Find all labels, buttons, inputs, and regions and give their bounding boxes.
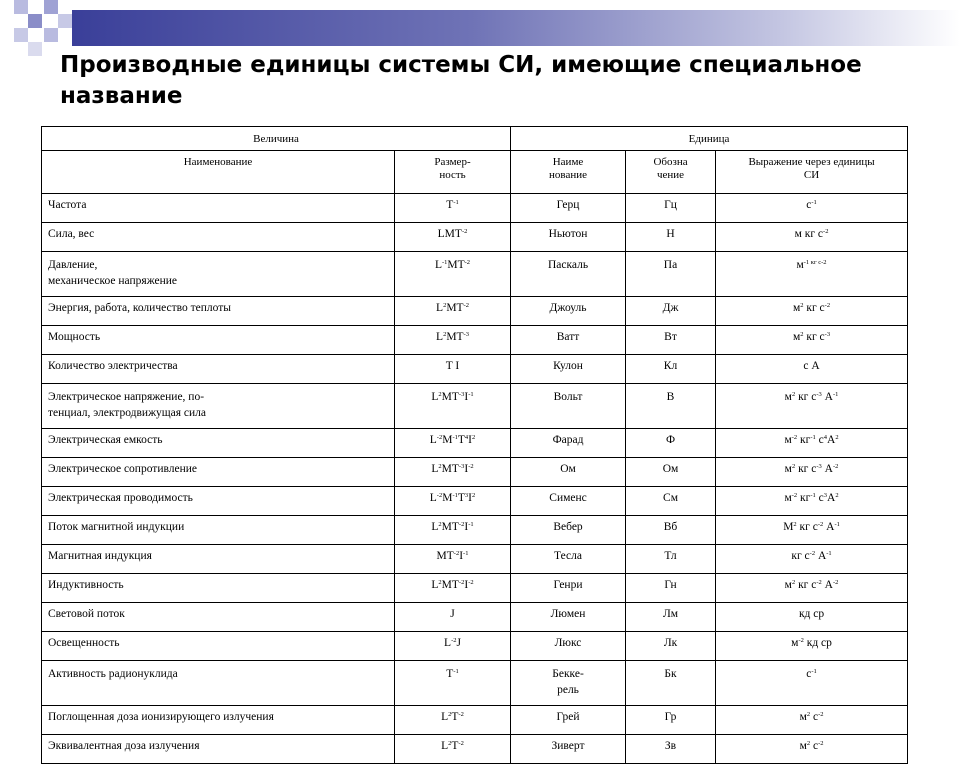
unit-name-cell: Герц xyxy=(511,194,626,223)
page-title: Производные единицы системы СИ, имеющие специальное название xyxy=(60,52,862,109)
deco-square xyxy=(44,0,58,14)
col-header-expression: Выражение через единицы СИ xyxy=(716,151,908,194)
table-row xyxy=(42,706,908,735)
deco-square xyxy=(14,0,28,14)
unit-symbol-cell: Гр xyxy=(626,706,716,735)
unit-symbol-cell: Гц xyxy=(626,194,716,223)
dimension-cell: $L^2T^{-2}$ xyxy=(395,706,511,735)
si-expression-cell: $м^{-2}$ кд ср xyxy=(716,632,908,661)
unit-symbol-cell: Лк xyxy=(626,632,716,661)
unit-name-cell: Люкс xyxy=(511,632,626,661)
table-row xyxy=(42,661,908,706)
unit-name-cell: Грей xyxy=(511,706,626,735)
table-row xyxy=(42,458,908,487)
deco-square xyxy=(28,14,42,28)
quantity-name-cell: Освещенность xyxy=(42,632,395,661)
si-units-table xyxy=(41,126,908,764)
group-header-unit: Единица xyxy=(511,127,908,151)
si-expression-cell: $м^2$ $с^{-2}$ xyxy=(716,735,908,764)
unit-name-cell: Ньютон xyxy=(511,223,626,252)
dimension-cell: J xyxy=(395,603,511,632)
si-expression-cell: $м^2$ кг $с^{-3}$ $А^{-1}$ xyxy=(716,384,908,429)
col-header-unit-name: Наиме нование xyxy=(511,151,626,194)
group-header-row xyxy=(42,127,908,151)
unit-name-cell: Ватт xyxy=(511,326,626,355)
col-header-name: Наименование xyxy=(42,151,395,194)
si-expression-cell: $м^2$ кг $с^{-2}$ xyxy=(716,297,908,326)
table-row xyxy=(42,297,908,326)
dimension-cell: $L^{-2}J$ xyxy=(395,632,511,661)
header-gradient-bar xyxy=(72,10,960,46)
si-expression-cell: $м^{-2}$ $кг^{-1}$ $с^4А^2$ xyxy=(716,429,908,458)
quantity-name-cell: Мощность xyxy=(42,326,395,355)
dimension-cell: $L^2MT^{-2}I^{-1}$ xyxy=(395,516,511,545)
group-header-quantity: Величина xyxy=(42,127,511,151)
quantity-name-cell: Электрическая емкость xyxy=(42,429,395,458)
unit-name-cell: Люмен xyxy=(511,603,626,632)
si-expression-cell: $м^2$ кг $с^{-3}$ xyxy=(716,326,908,355)
unit-symbol-cell: Зв xyxy=(626,735,716,764)
si-expression-cell: $м^{-1 кг с-2}$ xyxy=(716,252,908,297)
quantity-name-cell: Поглощенная доза ионизирующего излучения xyxy=(42,706,395,735)
deco-square xyxy=(58,0,72,14)
deco-square xyxy=(28,42,42,56)
dimension-cell: T I xyxy=(395,355,511,384)
unit-symbol-cell: Тл xyxy=(626,545,716,574)
dimension-cell: $L^2T^{-2}$ xyxy=(395,735,511,764)
dimension-cell: $L^{-2}M^{-1}T^4I^2$ xyxy=(395,429,511,458)
deco-square xyxy=(58,14,72,28)
table-row xyxy=(42,429,908,458)
dimension-cell: $MT^{-2}I^{-1}$ xyxy=(395,545,511,574)
deco-square xyxy=(44,28,58,42)
table-row xyxy=(42,384,908,429)
unit-symbol-cell: Ом xyxy=(626,458,716,487)
dimension-cell: $L^2MT^{-2}I^{-2}$ xyxy=(395,574,511,603)
si-expression-cell: м кг $с^{-2}$ xyxy=(716,223,908,252)
unit-name-cell: Джоуль xyxy=(511,297,626,326)
si-expression-cell: кг $с^{-2}$ $А^{-1}$ xyxy=(716,545,908,574)
dimension-cell: $L^{-1}MT^{-2}$ xyxy=(395,252,511,297)
table-row xyxy=(42,545,908,574)
dimension-cell: $T^{-1}$ xyxy=(395,194,511,223)
col-header-dimension: Размер- ность xyxy=(395,151,511,194)
quantity-name-cell: Индуктивность xyxy=(42,574,395,603)
dimension-cell: $L^2MT^{-3}I^{-1}$ xyxy=(395,384,511,429)
quantity-name-cell: Активность радионуклида xyxy=(42,661,395,706)
unit-name-cell: Фарад xyxy=(511,429,626,458)
dimension-cell: $LMT^{-2}$ xyxy=(395,223,511,252)
col-header-symbol: Обозна чение xyxy=(626,151,716,194)
deco-square xyxy=(14,28,28,42)
unit-symbol-cell: Дж xyxy=(626,297,716,326)
unit-name-cell: Зиверт xyxy=(511,735,626,764)
quantity-name-cell: Электрическое напряжение, по- тенциал, электродвижущая сила xyxy=(42,384,395,429)
quantity-name-cell: Эквивалентная доза излучения xyxy=(42,735,395,764)
unit-symbol-cell: Лм xyxy=(626,603,716,632)
quantity-name-cell: Частота xyxy=(42,194,395,223)
table-row xyxy=(42,632,908,661)
unit-name-cell: Бекке- рель xyxy=(511,661,626,706)
si-expression-cell: $м^{-2}$ $кг^{-1}$ $с^3А^2$ xyxy=(716,487,908,516)
quantity-name-cell: Энергия, работа, количество теплоты xyxy=(42,297,395,326)
dimension-cell: $L^2MT^{-2}$ xyxy=(395,297,511,326)
quantity-name-cell: Электрическая проводимость xyxy=(42,487,395,516)
si-expression-cell: с А xyxy=(716,355,908,384)
table-row xyxy=(42,194,908,223)
unit-name-cell: Вольт xyxy=(511,384,626,429)
unit-name-cell: Вебер xyxy=(511,516,626,545)
dimension-cell: $L^2MT^{-3}I^{-2}$ xyxy=(395,458,511,487)
dimension-cell: $L^{-2}M^{-1}T^3I^2$ xyxy=(395,487,511,516)
sub-header-row xyxy=(42,151,908,194)
unit-name-cell: Сименс xyxy=(511,487,626,516)
table-row xyxy=(42,487,908,516)
table-row xyxy=(42,223,908,252)
table-body xyxy=(42,194,908,764)
unit-symbol-cell: Вб xyxy=(626,516,716,545)
si-expression-cell: $м^2$ кг $с^{-2}$ $А^{-2}$ xyxy=(716,574,908,603)
quantity-name-cell: Поток магнитной индукции xyxy=(42,516,395,545)
unit-symbol-cell: Бк xyxy=(626,661,716,706)
unit-symbol-cell: Н xyxy=(626,223,716,252)
unit-name-cell: Тесла xyxy=(511,545,626,574)
unit-name-cell: Паскаль xyxy=(511,252,626,297)
unit-symbol-cell: Гн xyxy=(626,574,716,603)
si-expression-cell: $с^{-1}$ xyxy=(716,661,908,706)
unit-symbol-cell: Ф xyxy=(626,429,716,458)
si-expression-cell: $м^2$ кг $с^{-3}$ $А^{-2}$ xyxy=(716,458,908,487)
quantity-name-cell: Световой поток xyxy=(42,603,395,632)
unit-symbol-cell: Вт xyxy=(626,326,716,355)
table-row xyxy=(42,252,908,297)
unit-symbol-cell: Кл xyxy=(626,355,716,384)
quantity-name-cell: Электрическое сопротивление xyxy=(42,458,395,487)
table-row xyxy=(42,326,908,355)
quantity-name-cell: Количество электричества xyxy=(42,355,395,384)
quantity-name-cell: Магнитная индукция xyxy=(42,545,395,574)
unit-name-cell: Генри xyxy=(511,574,626,603)
si-expression-cell: $c^{-1}$ xyxy=(716,194,908,223)
dimension-cell: $L^2MT^{-3}$ xyxy=(395,326,511,355)
table-row xyxy=(42,735,908,764)
quantity-name-cell: Давление, механическое напряжение xyxy=(42,252,395,297)
unit-name-cell: Кулон xyxy=(511,355,626,384)
table-row xyxy=(42,355,908,384)
unit-name-cell: Ом xyxy=(511,458,626,487)
table-row xyxy=(42,603,908,632)
si-expression-cell: кд ср xyxy=(716,603,908,632)
unit-symbol-cell: См xyxy=(626,487,716,516)
table-row xyxy=(42,574,908,603)
unit-symbol-cell: Па xyxy=(626,252,716,297)
quantity-name-cell: Сила, вес xyxy=(42,223,395,252)
table-row xyxy=(42,516,908,545)
dimension-cell: $T^{-1}$ xyxy=(395,661,511,706)
unit-symbol-cell: В xyxy=(626,384,716,429)
si-expression-cell: $м^2$ $с^{-2}$ xyxy=(716,706,908,735)
si-expression-cell: $М^2$ кг $с^{-2}$ $А^{-1}$ xyxy=(716,516,908,545)
